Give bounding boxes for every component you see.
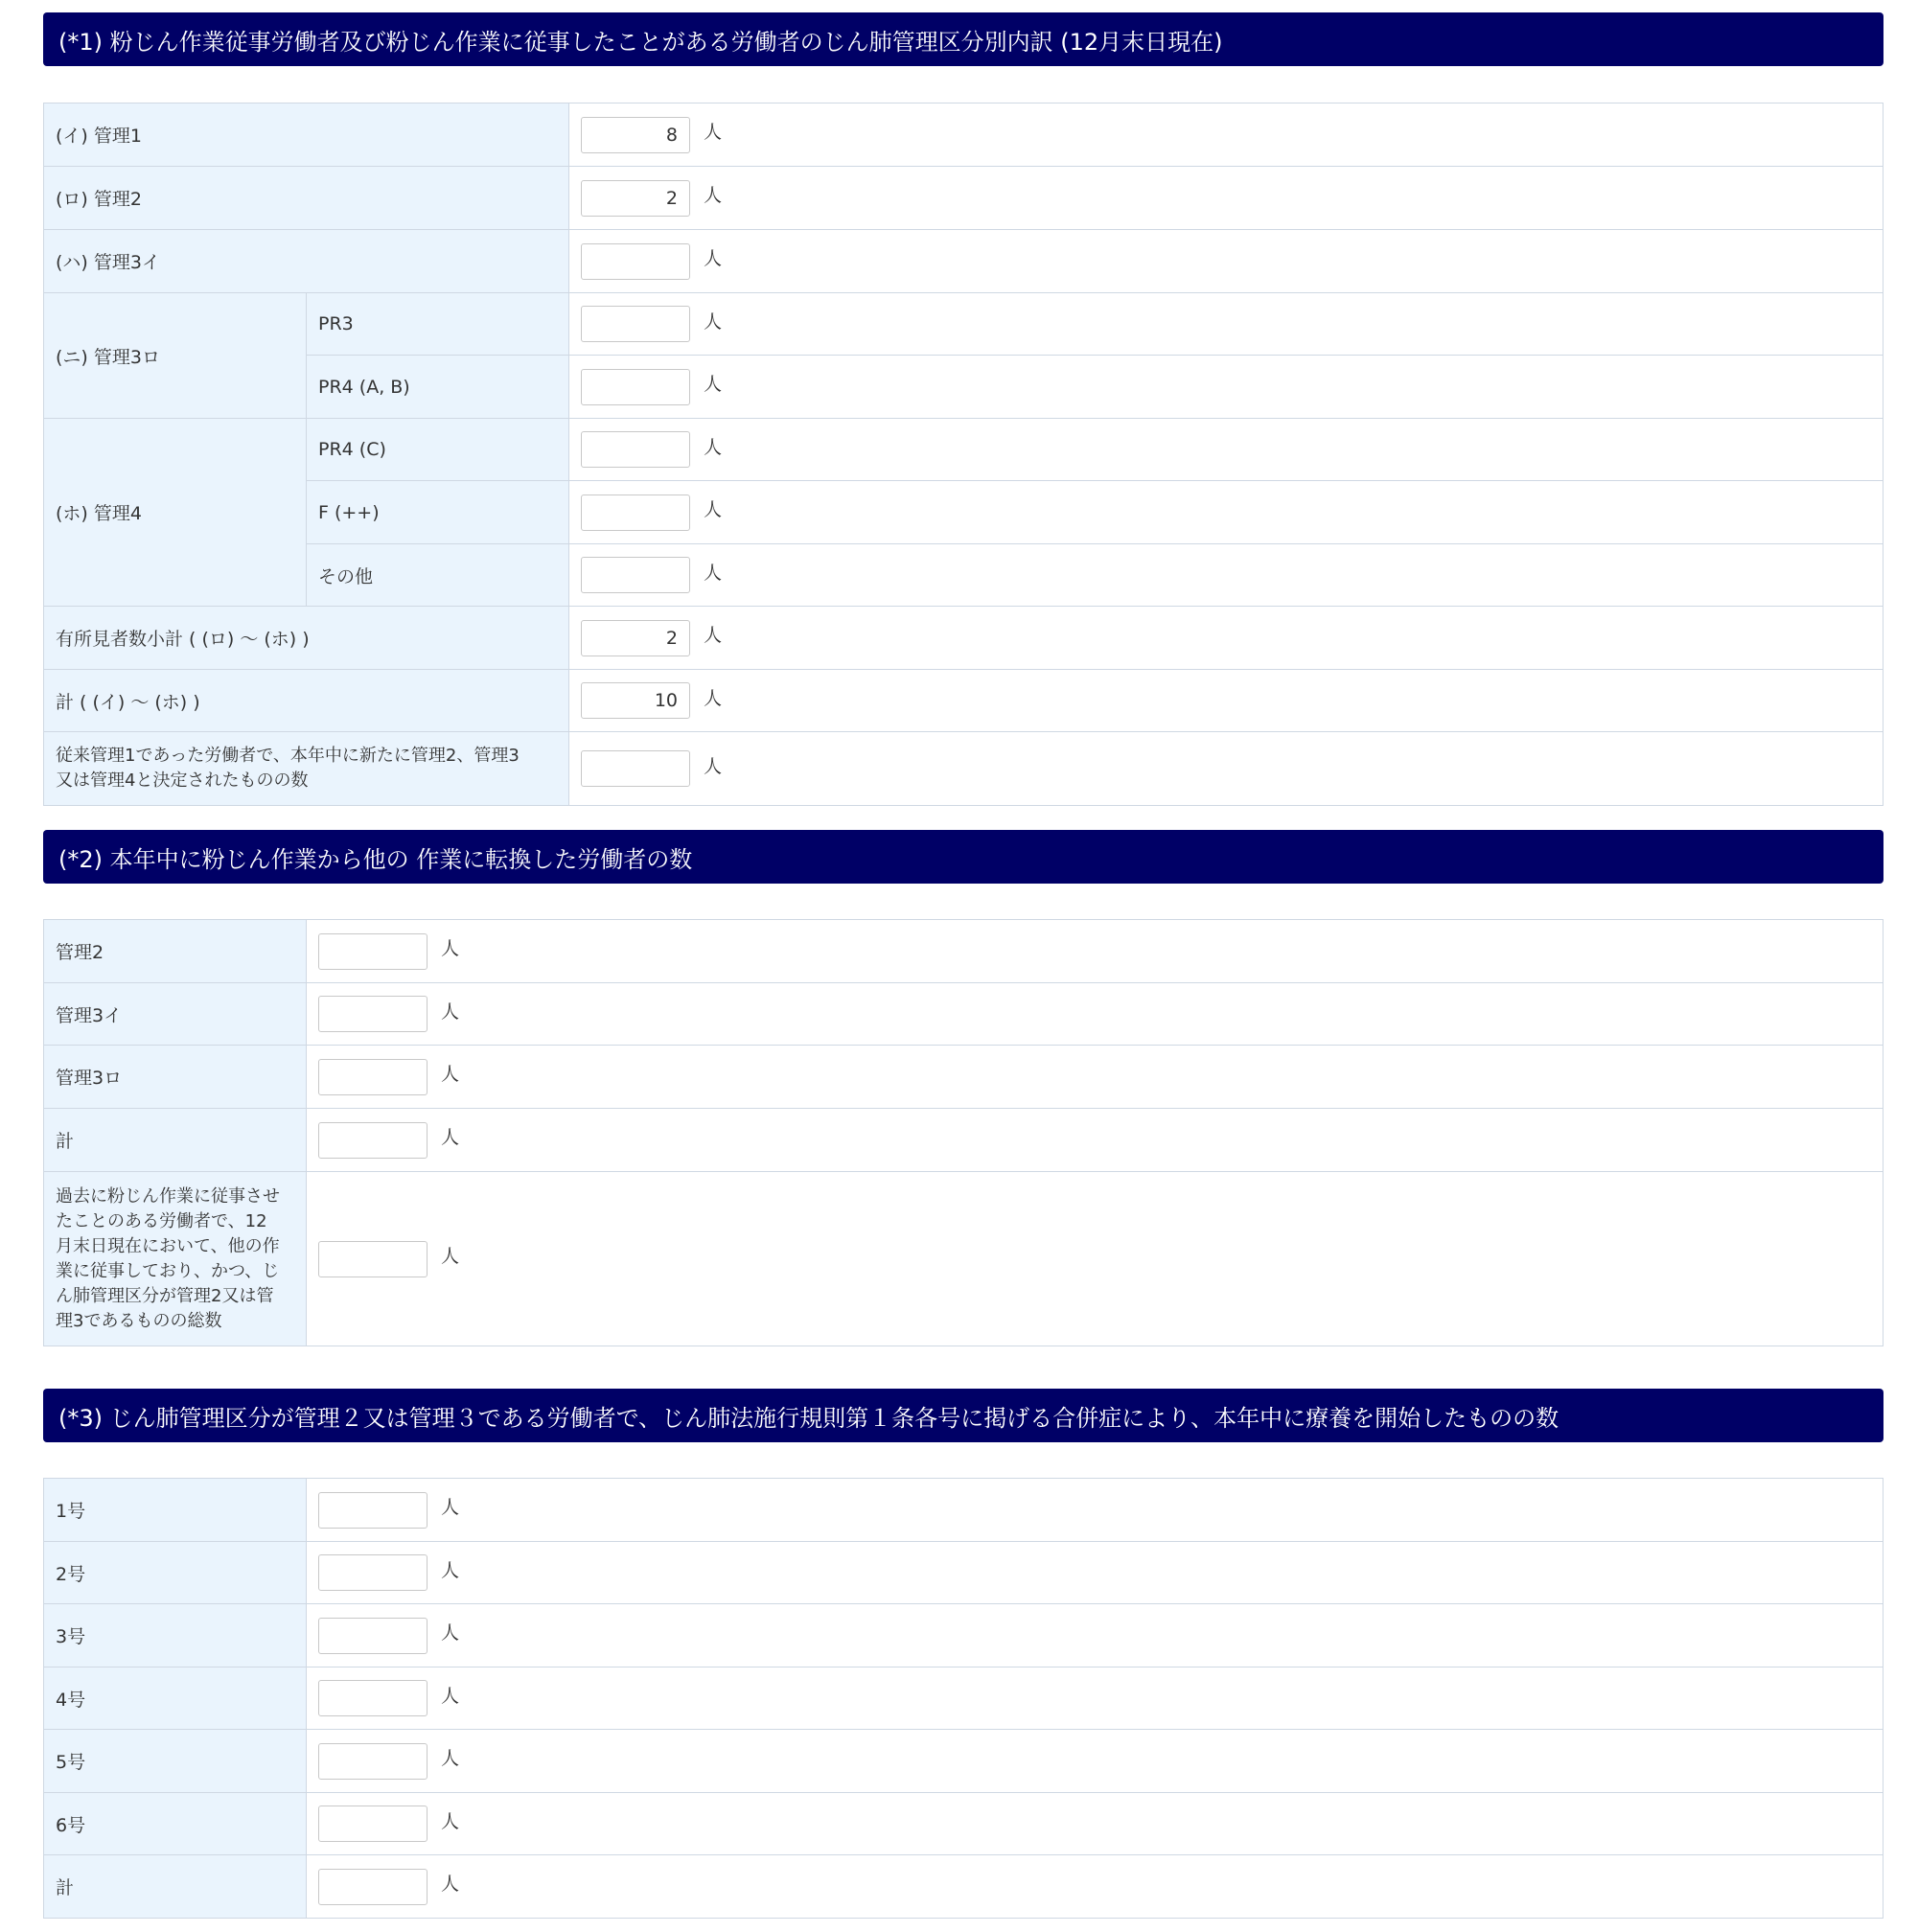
unit-label: 人 — [441, 1874, 460, 1895]
sub-label: PR3 — [307, 293, 569, 356]
row-label: 計 — [44, 1109, 307, 1172]
label-line: たことのある労働者で、12 — [56, 1210, 267, 1231]
unit-label: 人 — [704, 499, 723, 520]
row-label: 管理3イ — [44, 983, 307, 1046]
row-label: (ニ) 管理3ロ — [44, 293, 307, 419]
gou2-input[interactable] — [318, 1554, 428, 1591]
row-label: (ハ) 管理3イ — [44, 230, 569, 293]
table-row — [44, 1730, 1883, 1793]
table-row — [44, 1046, 1883, 1109]
gou3-input[interactable] — [318, 1618, 428, 1654]
section1-table — [43, 103, 1883, 806]
transfer-total-input[interactable] — [318, 1122, 428, 1159]
unit-label: 人 — [704, 687, 723, 709]
new-decision-input[interactable] — [581, 750, 690, 787]
unit-label: 人 — [704, 185, 723, 206]
table-row — [44, 419, 1883, 481]
table-row — [44, 104, 1883, 167]
kanri1-input[interactable] — [581, 117, 690, 153]
row-label: 5号 — [44, 1730, 307, 1793]
subtotal-input[interactable] — [581, 620, 690, 656]
kanri3ro-transfer-input[interactable] — [318, 1059, 428, 1095]
kanri3i-input[interactable] — [581, 243, 690, 280]
table-row — [44, 920, 1883, 983]
table-row — [44, 230, 1883, 293]
table-row — [44, 1855, 1883, 1919]
section2-table — [43, 919, 1883, 1346]
row-label: 管理3ロ — [44, 1046, 307, 1109]
row-label: 管理2 — [44, 920, 307, 983]
section2-title: (*2) 本年中に粉じん作業から他の 作業に転換した労働者の数 — [58, 845, 693, 873]
gou1-input[interactable] — [318, 1492, 428, 1529]
table-row — [44, 544, 1883, 607]
sub-label: F (++) — [307, 481, 569, 544]
row-label — [44, 1172, 307, 1346]
sub-label: PR4 (C) — [307, 419, 569, 481]
table-row — [44, 1172, 1883, 1346]
row-label: 有所見者数小計 ( (ロ) ～ (ホ) ) — [44, 607, 569, 670]
row-label: 4号 — [44, 1668, 307, 1730]
row-label — [44, 732, 569, 806]
row-label: 1号 — [44, 1479, 307, 1542]
kanri2-transfer-input[interactable] — [318, 933, 428, 970]
pr4ab-input[interactable] — [581, 369, 690, 405]
unit-label: 人 — [441, 1810, 460, 1832]
gou4-input[interactable] — [318, 1680, 428, 1716]
section3-header — [43, 1389, 1883, 1442]
unit-label: 人 — [441, 1000, 460, 1023]
form-container — [43, 12, 1883, 1919]
unit-label: 人 — [441, 1246, 460, 1267]
table-row — [44, 293, 1883, 356]
sub-label: その他 — [307, 544, 569, 607]
unit-label: 人 — [441, 1685, 460, 1707]
row-label: 2号 — [44, 1542, 307, 1604]
label-line: ん肺管理区分が管理2又は管 — [56, 1285, 274, 1306]
table-row — [44, 1604, 1883, 1668]
section2-header — [43, 830, 1883, 884]
row-label: 3号 — [44, 1604, 307, 1668]
kanri2-input[interactable] — [581, 180, 690, 217]
unit-label: 人 — [704, 562, 723, 584]
label-line: 業に従事しており、かつ、じ — [56, 1260, 280, 1281]
table-row — [44, 1109, 1883, 1172]
unit-label: 人 — [441, 1064, 460, 1085]
table-row — [44, 1793, 1883, 1855]
label-line: 理3であるものの総数 — [56, 1310, 222, 1331]
total-input[interactable] — [581, 682, 690, 719]
gou5-input[interactable] — [318, 1743, 428, 1780]
table-row — [44, 670, 1883, 732]
past-total-input[interactable] — [318, 1241, 428, 1277]
table-row — [44, 983, 1883, 1046]
table-row — [44, 1668, 1883, 1730]
table-row — [44, 732, 1883, 806]
section1-title: (*1) 粉じん作業従事労働者及び粉じん作業に従事したことがある労働者のじん肺管理区分別内訳 (12月末日現在) — [58, 28, 1223, 56]
row-label: (ホ) 管理4 — [44, 419, 307, 607]
label-line: 過去に粉じん作業に従事させ — [56, 1185, 280, 1207]
table-row — [44, 1479, 1883, 1542]
kanri3i-transfer-input[interactable] — [318, 996, 428, 1032]
unit-label: 人 — [441, 938, 460, 959]
table-row — [44, 481, 1883, 544]
label-line: 又は管理4と決定されたものの数 — [56, 770, 309, 791]
gou6-input[interactable] — [318, 1806, 428, 1842]
section1-header — [43, 12, 1883, 66]
label-line: 月末日現在において、他の作 — [56, 1235, 280, 1256]
unit-label: 人 — [704, 436, 723, 458]
unit-label: 人 — [704, 122, 723, 143]
table-row — [44, 1542, 1883, 1604]
gou-total-input[interactable] — [318, 1869, 428, 1905]
section3-table — [43, 1478, 1883, 1919]
row-label: 6号 — [44, 1793, 307, 1855]
other-input[interactable] — [581, 557, 690, 593]
table-row — [44, 167, 1883, 230]
sub-label: PR4 (A, B) — [307, 356, 569, 419]
table-row — [44, 607, 1883, 670]
unit-label: 人 — [441, 1497, 460, 1518]
row-label: 計 — [44, 1855, 307, 1919]
row-label: 計 ( (イ) ～ (ホ) ) — [44, 670, 569, 732]
unit-label: 人 — [441, 1622, 460, 1644]
unit-label: 人 — [704, 248, 723, 269]
unit-label: 人 — [704, 374, 723, 395]
row-label: (ロ) 管理2 — [44, 167, 569, 230]
unit-label: 人 — [704, 755, 723, 777]
unit-label: 人 — [704, 625, 723, 646]
table-row — [44, 356, 1883, 419]
unit-label: 人 — [704, 310, 723, 333]
f-input[interactable] — [581, 494, 690, 531]
pr4c-input[interactable] — [581, 431, 690, 468]
unit-label: 人 — [441, 1748, 460, 1769]
unit-label: 人 — [441, 1127, 460, 1148]
pr3-input[interactable] — [581, 306, 690, 342]
row-label: (イ) 管理1 — [44, 104, 569, 167]
label-line: 従来管理1であった労働者で、本年中に新たに管理2、管理3 — [56, 746, 520, 766]
section3-title: (*3) じん肺管理区分が管理２又は管理３である労働者で、じん肺法施行規則第１条各号に掲げる合併症により、本年中に療養を開始したものの数 — [58, 1404, 1560, 1432]
unit-label: 人 — [441, 1559, 460, 1581]
